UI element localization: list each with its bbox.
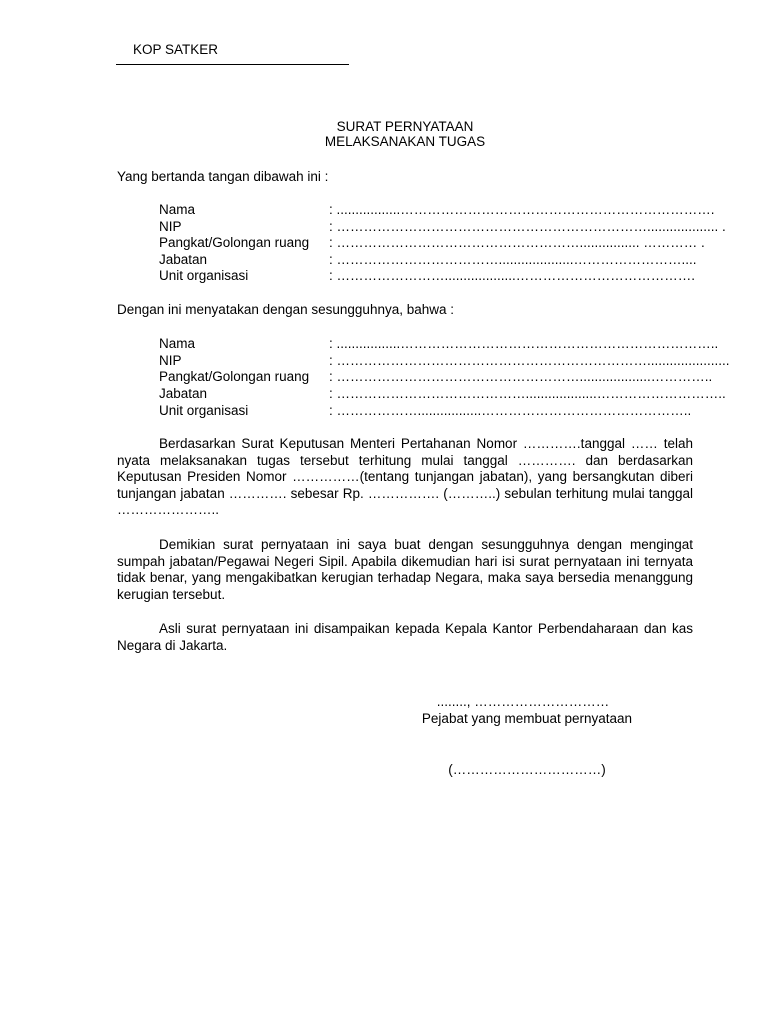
section1-label-nip: NIP [159,218,182,234]
document-title: SURAT PERNYATAAN [336,119,474,134]
signature-place-date: ........, ………………………… [436,694,610,709]
section2-label-nama: Nama [159,336,196,351]
signature-role: Pejabat yang membuat pernyataan [421,711,633,726]
section2-label-nip: NIP [159,352,182,368]
section1-label-jabatan: Jabatan [159,251,208,267]
letterhead-underline [116,64,349,65]
section2-value-nama: : .................…………………………………………………………….. [329,336,719,351]
document-subtitle: MELAKSANAKAN TUGAS [324,134,486,149]
section1-value-jabatan: : ………………………………....................…………………….... [329,251,697,267]
paragraph-decree [117,436,693,519]
paragraph-copy [117,621,693,654]
section1-label-unit: Unit organisasi [159,268,249,283]
section2-value-jabatan: : ……………………………………...................……………………….. [329,386,726,401]
section1-label-nama: Nama [159,202,196,217]
section1-intro: Yang bertanda tangan dibawah ini : [117,169,329,184]
paragraph-statement [117,537,693,603]
paragraph-statement-text: Demikian surat pernyataan ini saya buat dengan sesungguhnya dengan mengingat sumpah jabatan/Pegawai Negeri Sipil. Apabila dikemudian hari isi surat pernyataan ini ternyata tidak benar, yang mengakibatkan kerugian terhadap Negara, maka saya bersedia menanggung kerugian tersebut. [117,537,693,602]
signature-name: (……………………………) [448,762,606,777]
section2-value-pangkat: : ………………………………………………...................………….. [329,369,713,384]
paragraph-copy-text: Asli surat pernyataan ini disampaikan kepada Kepala Kantor Perbendaharaan dan kas Negara di Jakarta. [117,621,693,653]
paragraph-decree-text: Berdasarkan Surat Keputusan Menteri Pertahanan Nomor ………….tanggal …… telah nyata melaksanakan tugas tersebut terhitung mulai tanggal …………. dan berdasarkan Keputusan Presiden Nomor ……………(tentang tunjangan jabatan), yang bersangkutan diberi tunjangan jabatan …………. sebesar Rp. ……………. (………..) sebulan terhitung mulai tanggal ………………….. [117,436,693,517]
section1-value-pangkat: : ………………………………………………................ ………… . [329,235,705,250]
section2-value-unit: : ……………….................……………………………………….. [329,402,692,418]
section2-label-jabatan: Jabatan [159,386,208,401]
section2-intro: Dengan ini menyatakan dengan sesungguhnya, bahwa : [117,302,454,317]
section2-value-nip: : ……………………………………………………………...................... [329,352,730,368]
section1-value-nama: : .................……………………………………………………………. [329,202,715,217]
section2-label-unit: Unit organisasi [159,402,249,418]
letterhead-label: KOP SATKER [133,42,219,57]
section1-label-pangkat: Pangkat/Golongan ruang [159,235,310,250]
section1-value-unit: : ……………………...................…………………………………. [329,268,696,283]
section2-label-pangkat: Pangkat/Golongan ruang [159,369,310,384]
section1-value-nip: : ……………………………………………………………................... . [329,218,726,234]
